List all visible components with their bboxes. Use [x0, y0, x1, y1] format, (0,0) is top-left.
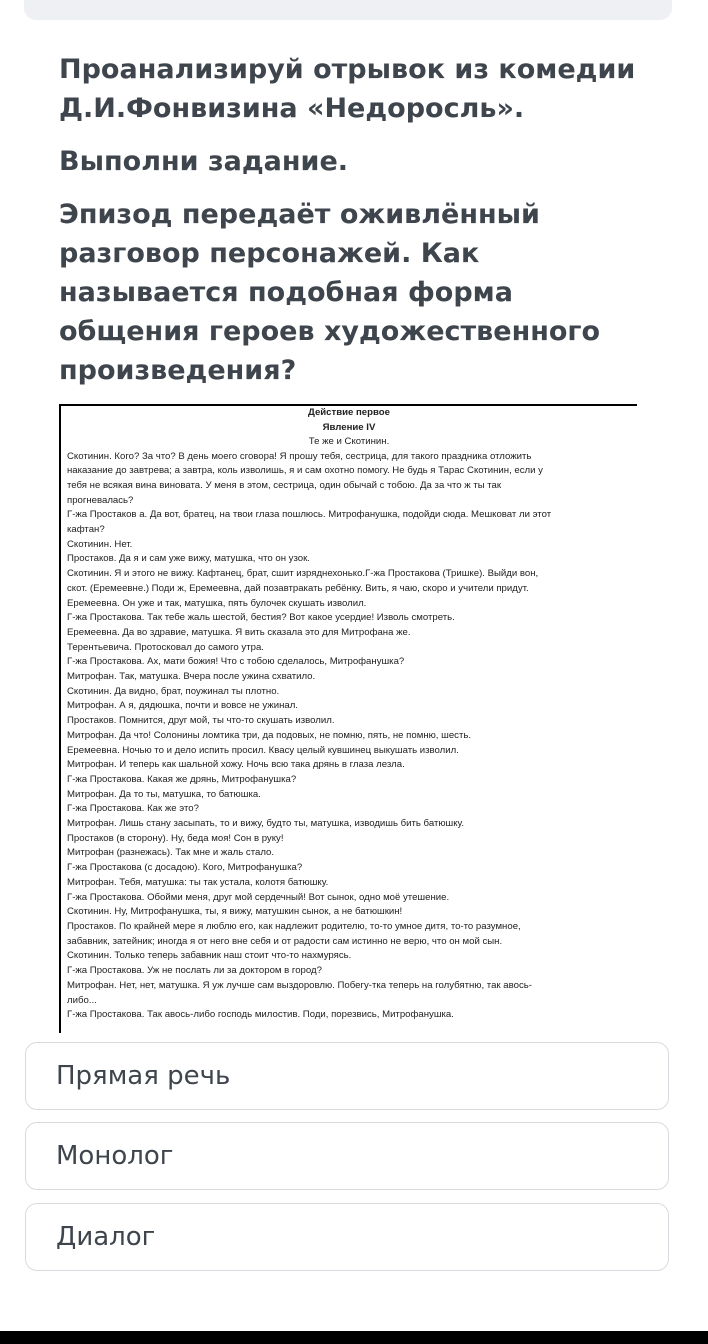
excerpt-line: Г-жа Простакова. Ах, мати божия! Что с тобою сделалось, Митрофанушка?: [67, 656, 405, 668]
excerpt-line: Терентьевича. Протосковал до самого утра.: [67, 641, 264, 653]
question-line-2: Выполни задание.: [59, 146, 349, 177]
excerpt-line: Митрофан. А я, дядюшка, почти и вовсе не ужинал.: [67, 700, 298, 712]
excerpt-line: Скотинин. Да видно, брат, поужинал ты плотно.: [67, 685, 280, 697]
excerpt-line: Г-жа Простакова (с досадою). Кого, Митрофанушка?: [67, 862, 303, 874]
excerpt-line: Скотинин. Нет.: [67, 538, 133, 550]
excerpt-line: Митрофан (разнежась). Так мне и жаль стало.: [67, 847, 275, 859]
answer-option-monologue[interactable]: Монолог: [25, 1122, 669, 1190]
question-line-3: Эпизод передаёт оживлённый разговор персонажей. Как называется подобная форма общения героев художественного произведения?: [59, 199, 601, 386]
excerpt-line: Простаков. Да я и сам уже вижу, матушка, что он узок.: [67, 553, 310, 565]
excerpt-line: Простаков. Помнится, друг мой, ты что-то скушать изволил.: [67, 715, 335, 727]
excerpt-line: Г-жа Простакова. Так тебе жаль шестой, бестия? Вот какое усердие! Изволь смотреть.: [67, 612, 455, 624]
excerpt-line: Г-жа Простакова. Обойми меня, друг мой сердечный! Вот сынок, одно моё утешение.: [67, 891, 450, 903]
excerpt-line: Скотинин. Кого? За что? В день моего сговора! Я прошу тебя, сестрица, для такого праздника отложить: [67, 450, 532, 462]
excerpt-line: Г-жа Простакова. Как же это?: [67, 803, 199, 815]
excerpt-line: Митрофан. Так, матушка. Вчера после ужина схватило.: [67, 671, 316, 683]
question-text: [59, 50, 659, 390]
excerpt-line: Митрофан. Лишь стану засыпать, то и вижу, будто ты, матушка, изводишь бить батюшку.: [67, 818, 465, 830]
excerpt-heading-act: Действие первое: [308, 407, 390, 418]
excerpt-line: Митрофан. Тебя, матушка: ты так устала, колотя батюшку.: [67, 876, 329, 888]
system-nav-bar: [0, 1331, 708, 1344]
excerpt-line: Скотинин. Ну, Митрофанушка, ты, я вижу, матушкин сынок, а не батюшкин!: [67, 906, 403, 918]
excerpt-line: Скотинин. Только теперь забавник наш стоит что-то нахмурясь.: [67, 950, 352, 962]
excerpt-line: скот. (Еремеевне.) Поди ж, Еремеевна, дай позавтракать ребёнку. Вить, я чаю, скоро и учители придут.: [67, 582, 529, 594]
previous-card: [24, 0, 672, 20]
excerpt-line: либо...: [67, 994, 97, 1006]
excerpt-image: [59, 404, 637, 1033]
excerpt-line: Митрофан. Да то ты, матушка, то батюшка.: [67, 788, 261, 800]
excerpt-line: Еремеевна. Ночью то и дело испить просил. Квасу целый кувшинец выкушать изволил.: [67, 744, 459, 756]
answer-option-direct-speech[interactable]: Прямая речь: [25, 1042, 669, 1110]
excerpt-body: [61, 450, 637, 1023]
excerpt-line: тебя не всякая вина виновата. У меня в этом, сестрица, один обычай с тобою. Да за что ж ты так: [67, 479, 502, 491]
answer-option-dialogue[interactable]: Диалог: [25, 1203, 669, 1271]
excerpt-line: Еремеевна. Да во здравие, матушка. Я вить сказала это для Митрофана же.: [67, 626, 411, 638]
excerpt-line: кафтан?: [67, 524, 105, 536]
excerpt-line: Митрофан. Да что! Солонины ломтика три, да подовых, не помню, пять, не помню, шесть.: [67, 729, 472, 741]
excerpt-line: наказание до завтрева; а завтра, коль изволишь, я и сам охотно помогу. Не будь я Тарас Скотинин, если у: [67, 465, 543, 477]
excerpt-line: Г-жа Простакова. Какая же дрянь, Митрофанушка?: [67, 773, 297, 785]
excerpt-line: Еремеевна. Он уже и так, матушка, пять булочек скушать изволил.: [67, 597, 367, 609]
excerpt-line: Скотинин. Я и этого не вижу. Кафтанец, брат, сшит изряднехонько.Г-жа Простакова (Тришке). Выйди вон,: [67, 568, 539, 580]
excerpt-heading-cast: Те же и Скотинин.: [308, 436, 390, 447]
excerpt-line: Простаков (в сторону). Ну, беда моя! Сон в руку!: [67, 832, 284, 844]
excerpt-line: прогневалась?: [67, 494, 134, 506]
excerpt-line: Митрофан. И теперь как шальной хожу. Ночь всю така дрянь в глаза лезла.: [67, 759, 405, 771]
excerpt-line: забавник, затейник; иногда я от него вне себя и от радости сам истинно не верю, что он мой сын.: [67, 935, 503, 947]
excerpt-line: Г-жа Простакова. Так авось-либо господь милостив. Поди, порезвись, Митрофанушка.: [67, 1009, 454, 1021]
question-line-1: Проанализируй отрывок из комедии Д.И.Фонвизина «Недоросль».: [59, 54, 636, 124]
excerpt-line: Г-жа Простаков а. Да вот, братец, на твои глаза пошлюсь. Митрофанушка, подойди сюда. Мешковат ли этот: [67, 509, 552, 521]
excerpt-heading-scene: Явление IV: [322, 421, 376, 433]
excerpt-line: Г-жа Простакова. Уж не послать ли за доктором в город?: [67, 965, 322, 977]
excerpt-line: Митрофан. Нет, нет, матушка. Я уж лучше сам выздоровлю. Побегу-тка теперь на голубятню, так авось-: [67, 979, 532, 991]
excerpt-line: Простаков. По крайней мере я люблю его, как надлежит родителю, то-то умное дитя, то-то разумное,: [67, 921, 521, 932]
